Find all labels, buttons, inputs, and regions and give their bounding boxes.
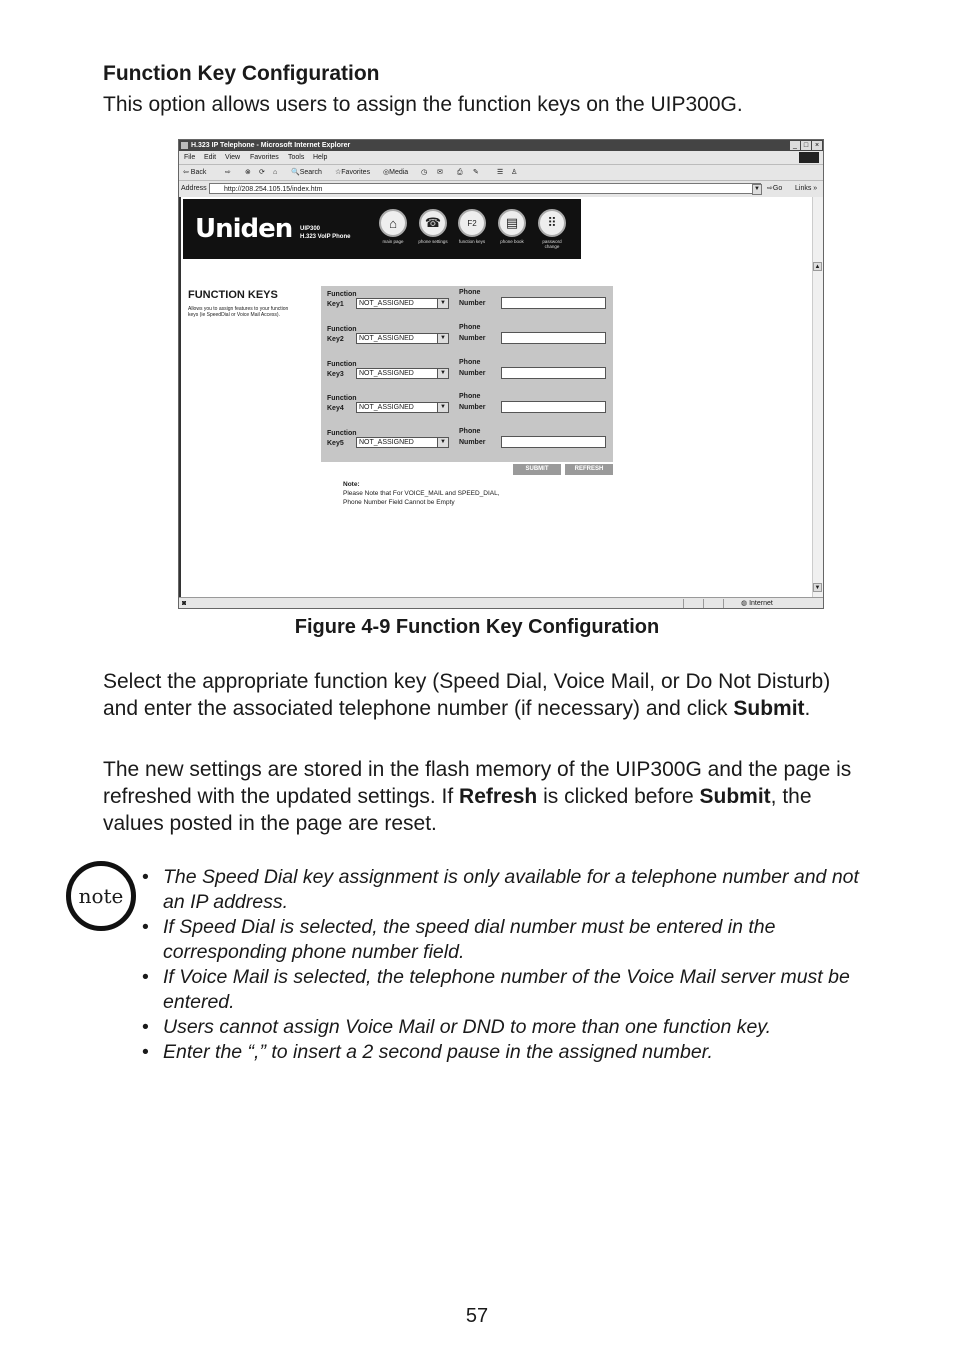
stop-icon[interactable]: ⊗ [245, 169, 251, 176]
key5-select[interactable] [356, 437, 449, 448]
intro-text: This option allows users to assign the function keys on the UIP300G. [103, 93, 743, 116]
links-button[interactable]: Links » [795, 185, 818, 192]
phone-label: Phone [459, 428, 481, 435]
chevron-down-icon: ▼ [437, 334, 448, 343]
window-titlebar [179, 140, 823, 151]
note-list [142, 865, 882, 1065]
media-button[interactable]: ◎ Media [383, 165, 389, 180]
nav-function-keys[interactable] [456, 209, 488, 244]
para2-bold1: Refresh [459, 785, 538, 808]
keypad-icon: ⠿ [538, 209, 566, 237]
menu-favorites[interactable]: Favorites [250, 154, 279, 161]
key-label: Key1 [327, 301, 344, 308]
chevron-down-icon: ▼ [437, 438, 448, 447]
menu-tools[interactable]: Tools [288, 154, 305, 161]
uniden-banner [183, 199, 581, 259]
browser-screenshot [178, 139, 824, 609]
key3-select[interactable] [356, 368, 449, 379]
zone-label: Internet [749, 600, 773, 607]
nav-label: phone book [500, 239, 524, 244]
menu-edit[interactable]: Edit [204, 154, 217, 161]
function-key-row [321, 425, 613, 455]
para1-bold: Submit [733, 697, 805, 720]
nav-main-page[interactable] [377, 209, 409, 244]
key-label: Key4 [327, 405, 344, 412]
para2-part2: is clicked before [537, 785, 700, 808]
function-keys-title: FUNCTION KEYS [188, 289, 278, 301]
toolbar [179, 164, 823, 180]
phone-icon: ☎ [419, 209, 447, 237]
ie-icon [181, 142, 188, 149]
chevron-down-icon: ▼ [437, 299, 448, 308]
web-page-content [179, 197, 812, 597]
history-icon[interactable]: ◷ [421, 169, 428, 176]
nav-label: phone settings [418, 239, 448, 244]
number-label: Number [459, 404, 486, 411]
number-label: Number [459, 335, 486, 342]
select-value: NOT_ASSIGNED [359, 335, 414, 342]
function-keys-description: Allows you to assign features to your function keys (ie SpeedDial or Voice Mail Access). [188, 306, 289, 318]
go-button[interactable]: ⇨Go [767, 185, 783, 192]
para2-part3: , the values posted in the page are reset. [103, 785, 812, 835]
status-divider [683, 599, 684, 608]
function-key-row [321, 390, 613, 420]
note-item: • The Speed Dial key assignment is only available for a telephone number and not an IP address. [142, 865, 882, 915]
vertical-scrollbar[interactable] [812, 197, 823, 597]
home-icon[interactable]: ⌂ [273, 169, 278, 176]
paragraph-settings [103, 756, 863, 837]
key4-select[interactable] [356, 402, 449, 413]
address-dropdown-icon[interactable]: ▼ [752, 184, 762, 195]
key-label: Key2 [327, 336, 344, 343]
function-keys-form [321, 286, 613, 462]
address-label: Address [181, 185, 207, 192]
key-label: Key3 [327, 371, 344, 378]
para2-part1: The new settings are stored in the flash memory of the UIP300G and the page is refreshed with the updated settings. If [103, 758, 852, 808]
function-key-row [321, 286, 613, 316]
paragraph-select [103, 668, 863, 722]
phone-label: Phone [459, 324, 481, 331]
internet-zone: ◍ Internet [741, 600, 773, 607]
model-line1: UIP300 [300, 226, 321, 232]
menu-view[interactable]: View [225, 154, 241, 161]
go-label: Go [772, 185, 783, 192]
menu-help[interactable]: Help [313, 154, 328, 161]
note-item: • If Speed Dial is selected, the speed dial number must be entered in the corresponding phone number field. [142, 915, 882, 965]
phone-label: Phone [459, 359, 481, 366]
status-divider [723, 599, 724, 608]
function-label: Function [327, 291, 357, 298]
key2-phone-number-input[interactable] [501, 332, 606, 344]
phone-label: Phone [459, 289, 481, 296]
refresh-button[interactable]: REFRESH [565, 464, 613, 475]
nav-phone-settings[interactable] [417, 209, 449, 244]
search-label: Search [299, 169, 322, 176]
minimize-icon[interactable]: _ [790, 141, 800, 150]
function-label: Function [327, 395, 357, 402]
close-icon[interactable]: × [812, 141, 822, 150]
refresh-icon[interactable]: ⟳ [259, 169, 265, 176]
media-label: Media [389, 169, 409, 176]
key1-phone-number-input[interactable] [501, 297, 606, 309]
print-icon[interactable]: ⎙ [457, 169, 463, 176]
web-note-title: Note: [343, 481, 360, 488]
key5-phone-number-input[interactable] [501, 436, 606, 448]
forward-button[interactable]: ⇨ [225, 169, 231, 176]
model-label [300, 225, 350, 241]
address-input[interactable]: http://208.254.105.15/index.htm [209, 183, 761, 194]
key4-phone-number-input[interactable] [501, 401, 606, 413]
search-button[interactable]: 🔍 Search [291, 165, 300, 180]
f2-key-icon: F2 [458, 209, 486, 237]
scroll-down-icon[interactable]: ▼ [814, 585, 821, 591]
book-icon: ▤ [498, 209, 526, 237]
number-label: Number [459, 439, 486, 446]
note-item: • Users cannot assign Voice Mail or DND to more than one function key. [142, 1015, 882, 1040]
para1-end: . [804, 697, 811, 720]
key2-select[interactable] [356, 333, 449, 344]
submit-button[interactable]: SUBMIT [513, 464, 561, 475]
function-label: Function [327, 430, 357, 437]
messenger-icon[interactable]: ♙ [511, 169, 518, 176]
maximize-icon[interactable]: □ [801, 141, 811, 150]
function-key-row [321, 321, 613, 351]
function-key-row [321, 356, 613, 386]
note-item: • If Voice Mail is selected, the telephone number of the Voice Mail server must be entered. [142, 965, 882, 1015]
number-label: Number [459, 300, 486, 307]
phone-label: Phone [459, 393, 481, 400]
nav-label: function keys [458, 239, 486, 244]
address-bar [179, 180, 823, 197]
nav-phone-book[interactable] [496, 209, 528, 244]
function-label: Function [327, 361, 357, 368]
select-value: NOT_ASSIGNED [359, 439, 414, 446]
select-value: NOT_ASSIGNED [359, 300, 414, 307]
key-label: Key5 [327, 440, 344, 447]
nav-password-change[interactable] [536, 209, 568, 249]
key3-phone-number-input[interactable] [501, 367, 606, 379]
edit-icon[interactable]: ✎ [473, 169, 479, 176]
note-icon: note [66, 861, 136, 931]
web-note-line1: Please Note that For VOICE_MAIL and SPEED_DIAL, [343, 490, 500, 497]
back-button[interactable]: ⇦ Back [183, 169, 207, 176]
house-icon: ⌂ [379, 209, 407, 237]
status-divider [703, 599, 704, 608]
favorites-label: Favorites [341, 169, 371, 176]
figure-caption: Figure 4-9 Function Key Configuration [294, 616, 660, 638]
key1-select[interactable] [356, 298, 449, 309]
note-item: • Enter the “,” to insert a 2 second pause in the assigned number. [142, 1040, 882, 1065]
links-label: Links [795, 185, 812, 192]
windows-logo-icon [799, 152, 819, 163]
model-line2: H.323 VoIP Phone [300, 234, 351, 240]
favorites-button[interactable]: ☆ Favorites [335, 165, 341, 180]
chevron-down-icon: ▼ [437, 369, 448, 378]
uniden-logo: Uniden [195, 214, 293, 244]
para2-bold2: Submit [699, 785, 771, 808]
nav-label: password change [542, 239, 562, 249]
menu-bar [179, 151, 823, 164]
chevron-down-icon: ▼ [437, 403, 448, 412]
page-number: 57 [465, 1305, 489, 1327]
function-label: Function [327, 326, 357, 333]
status-bar [179, 597, 823, 609]
window-title: H.323 IP Telephone - Microsoft Internet Explorer [191, 142, 351, 149]
number-label: Number [459, 370, 486, 377]
discuss-icon[interactable]: ☰ [497, 169, 504, 176]
section-heading: Function Key Configuration [103, 62, 380, 85]
para1-text: Select the appropriate function key (Speed Dial, Voice Mail, or Do Not Disturb) and enter the associated telephone number (if necessary) and click [103, 670, 831, 720]
web-note [343, 480, 500, 507]
mail-icon[interactable]: ✉ [437, 169, 443, 176]
page-status-icon: ◙ [182, 600, 187, 607]
web-note-line2: Phone Number Field Cannot be Empty [343, 499, 455, 506]
select-value: NOT_ASSIGNED [359, 404, 414, 411]
nav-label: main page [382, 239, 404, 244]
menu-file[interactable]: File [184, 154, 196, 161]
scroll-up-icon[interactable]: ▲ [814, 264, 821, 270]
select-value: NOT_ASSIGNED [359, 370, 414, 377]
